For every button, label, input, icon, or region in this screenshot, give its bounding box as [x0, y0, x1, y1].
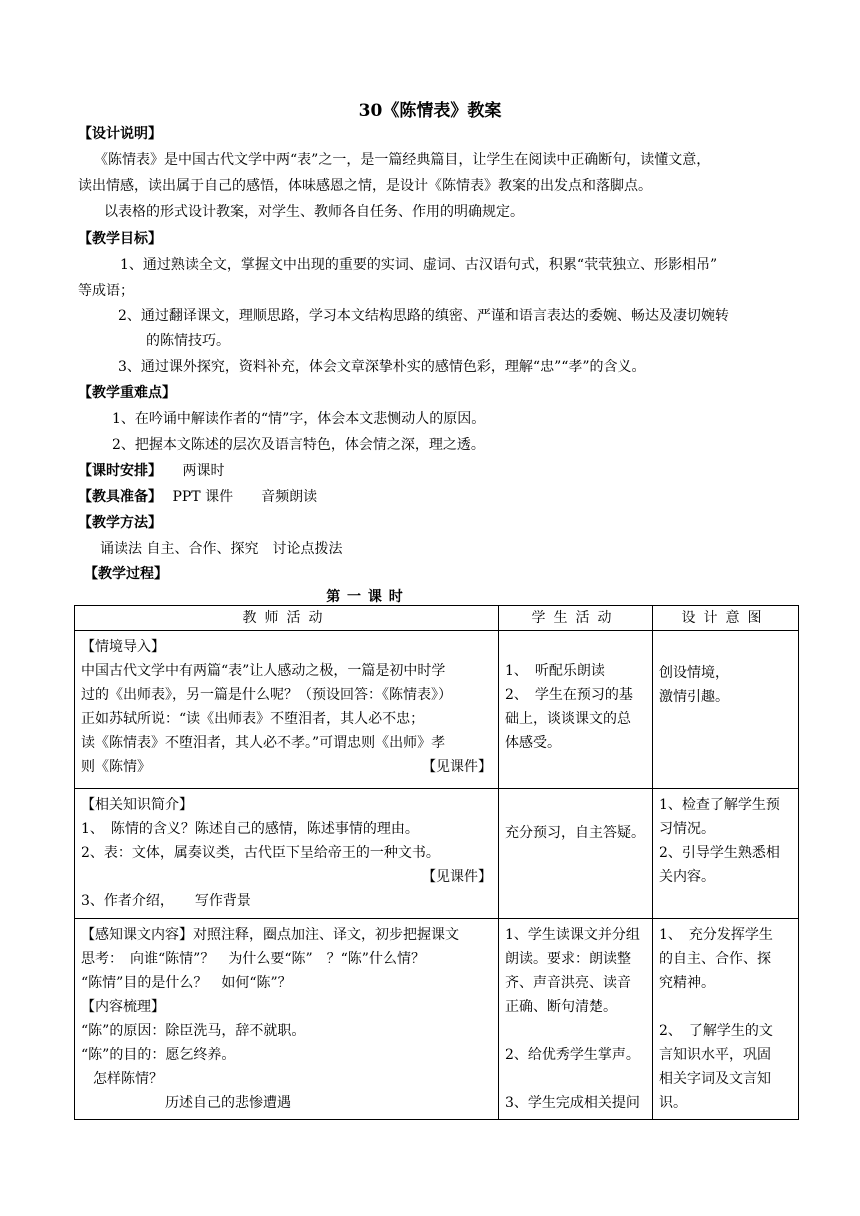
teacher-cell	[75, 919, 499, 1120]
text-line: “陈”的目的：愿乞终养。	[81, 1047, 236, 1063]
intent-cell	[653, 919, 799, 1120]
schedule-line	[78, 461, 224, 481]
text-line: 【感知课文内容】对照注释，圈点加注、译文，初步把握课文	[81, 927, 459, 943]
design-paragraph-line: 《陈情表》是中国古代文学中两“表”之一，是一篇经典篇目，让学生在阅读中正确断句，读懂文意，	[94, 152, 711, 168]
tools-value: PPT 课件 音频朗读	[172, 489, 318, 505]
text-line: 怎样陈情？	[93, 1071, 163, 1087]
lesson-title: 第 一 课 时	[326, 589, 404, 605]
tools-heading: 【教具准备】	[78, 489, 162, 505]
table-row	[75, 919, 799, 1120]
process-heading: 【教学过程】	[84, 566, 168, 582]
goal-1-line: 1、通过熟读全文，掌握文中出现的重要的实词、虚词、古汉语句式，积累“茕茕独立、形影相吊”	[120, 257, 718, 273]
text-line: 2、引导学生熟悉相	[659, 845, 780, 861]
text-line: 【相关知识简介】	[81, 797, 193, 813]
text-line: 激情引趣。	[659, 689, 729, 705]
text-line: 识。	[659, 1095, 687, 1111]
key-points-heading: 【教学重难点】	[78, 385, 176, 401]
schedule-value: 两课时	[182, 463, 225, 479]
text-line: 3、学生完成相关提问	[505, 1095, 640, 1111]
design-heading: 【设计说明】	[78, 126, 162, 142]
text-line: 【情境导入】	[81, 639, 165, 655]
text-line: 相关字词及文言知	[659, 1071, 771, 1087]
text-fragment: 则《陈情》	[81, 759, 151, 775]
text-line: “陈情”目的是什么？ 如何“陈”？	[81, 975, 292, 991]
header-teacher: 教师活动	[75, 606, 499, 631]
text-line: 言知识水平，巩固	[659, 1047, 771, 1063]
goal-2-line: 的陈情技巧。	[146, 333, 230, 349]
text-line: 关内容。	[659, 869, 715, 885]
design-paragraph-2: 以表格的形式设计教案，对学生、教师各自任务、作用的明确规定。	[104, 204, 524, 220]
key-point-2: 2、把握本文陈述的层次及语言特色，体会情之深，理之透。	[112, 437, 485, 453]
text-line: 创设情境，	[659, 665, 729, 681]
student-cell	[499, 919, 653, 1120]
text-line: 思考： 向谁“陈情”？ 为什么要“陈” ？“陈”什么情？	[81, 951, 425, 967]
text-line: 习情况。	[659, 821, 715, 837]
text-line: 1、 充分发挥学生	[659, 927, 773, 943]
text-line: “陈”的原因：除臣洗马，辞不就职。	[81, 1023, 306, 1039]
text-line: 的自主、合作、探	[659, 951, 771, 967]
text-line: 充分预习，自主答疑。	[505, 825, 645, 841]
key-point-1: 1、在吟诵中解读作者的“情”字，体会本文悲恻动人的原因。	[112, 411, 486, 427]
table-row	[75, 789, 799, 919]
text-line: 1、检查了解学生预	[659, 797, 780, 813]
text-line: 齐、声音洪亮、读音	[505, 975, 631, 991]
goal-1-line: 等成语；	[78, 283, 134, 299]
see-slides-note: 【见课件】	[422, 759, 492, 775]
student-cell	[499, 631, 653, 789]
text-line: 2、 了解学生的文	[659, 1023, 773, 1039]
header-student: 学生活动	[499, 606, 653, 631]
table-row	[75, 631, 799, 789]
goals-heading: 【教学目标】	[78, 231, 162, 247]
text-line: 【内容梳理】	[81, 999, 165, 1015]
methods-value: 诵读法 自主、合作、探究 讨论点拨法	[100, 541, 343, 557]
tools-line	[78, 487, 317, 507]
text-line: 1、 陈情的含义？陈述自己的感情，陈述事情的理由。	[81, 821, 419, 837]
text-line: 过的《出师表》，另一篇是什么呢？（预设回答：《陈情表》）	[81, 687, 452, 703]
page-title: 30《陈情表》教案	[358, 101, 502, 121]
intent-cell	[653, 789, 799, 919]
text-line: 正确、断句清楚。	[505, 999, 617, 1015]
header-intent: 设计意图	[653, 606, 799, 631]
text-line: 2、表：文体，属奏议类，古代臣下呈给帝王的一种文书。	[81, 845, 440, 861]
text-line: 正如苏轼所说：“读《出师表》不堕泪者，其人必不忠；	[81, 711, 425, 727]
text-line: 体感受。	[505, 735, 561, 751]
text-line: 2、 学生在预习的基	[505, 687, 633, 703]
table-header-row	[75, 606, 799, 631]
design-paragraph-line: 读出情感，读出属于自己的感悟，体味感恩之情，是设计《陈情表》教案的出发点和落脚点。	[78, 178, 652, 194]
text-line: 中国古代文学中有两篇“表”让人感动之极，一篇是初中时学	[81, 663, 446, 679]
schedule-heading: 【课时安排】	[78, 463, 162, 479]
text-line	[81, 755, 492, 779]
text-line: 2、给优秀学生掌声。	[505, 1047, 640, 1063]
see-slides-note: 【见课件】	[422, 869, 492, 885]
text-line: 1、 听配乐朗读	[505, 663, 605, 679]
text-line	[505, 1019, 646, 1043]
text-line: 究精神。	[659, 975, 715, 991]
text-line: 3、作者介绍， 写作背景	[81, 893, 251, 909]
intent-cell	[653, 631, 799, 789]
methods-heading: 【教学方法】	[78, 515, 162, 531]
text-line: 历述自己的悲惨遭遇	[165, 1095, 291, 1111]
goal-2-line: 2、通过翻译课文，理顺思路，学习本文结构思路的缜密、严谨和语言表达的委婉、畅达及凄切婉转	[118, 308, 729, 324]
teacher-cell	[75, 789, 499, 919]
student-cell	[499, 789, 653, 919]
text-line: 读《陈情表》不堕泪者，其人必不孝。”可谓忠则《出师》孝	[81, 735, 446, 751]
lesson-plan-table	[74, 605, 799, 1120]
text-line: 1、学生读课文并分组	[505, 927, 640, 943]
text-line: 础上，谈谈课文的总	[505, 711, 631, 727]
text-line: 朗读。要求：朗读整	[505, 951, 631, 967]
text-line	[659, 995, 792, 1019]
goal-3: 3、通过课外探究，资料补充，体会文章深挚朴实的感情色彩，理解“忠”“孝”的含义。	[118, 359, 646, 375]
teacher-cell	[75, 631, 499, 789]
text-line	[505, 1067, 646, 1091]
